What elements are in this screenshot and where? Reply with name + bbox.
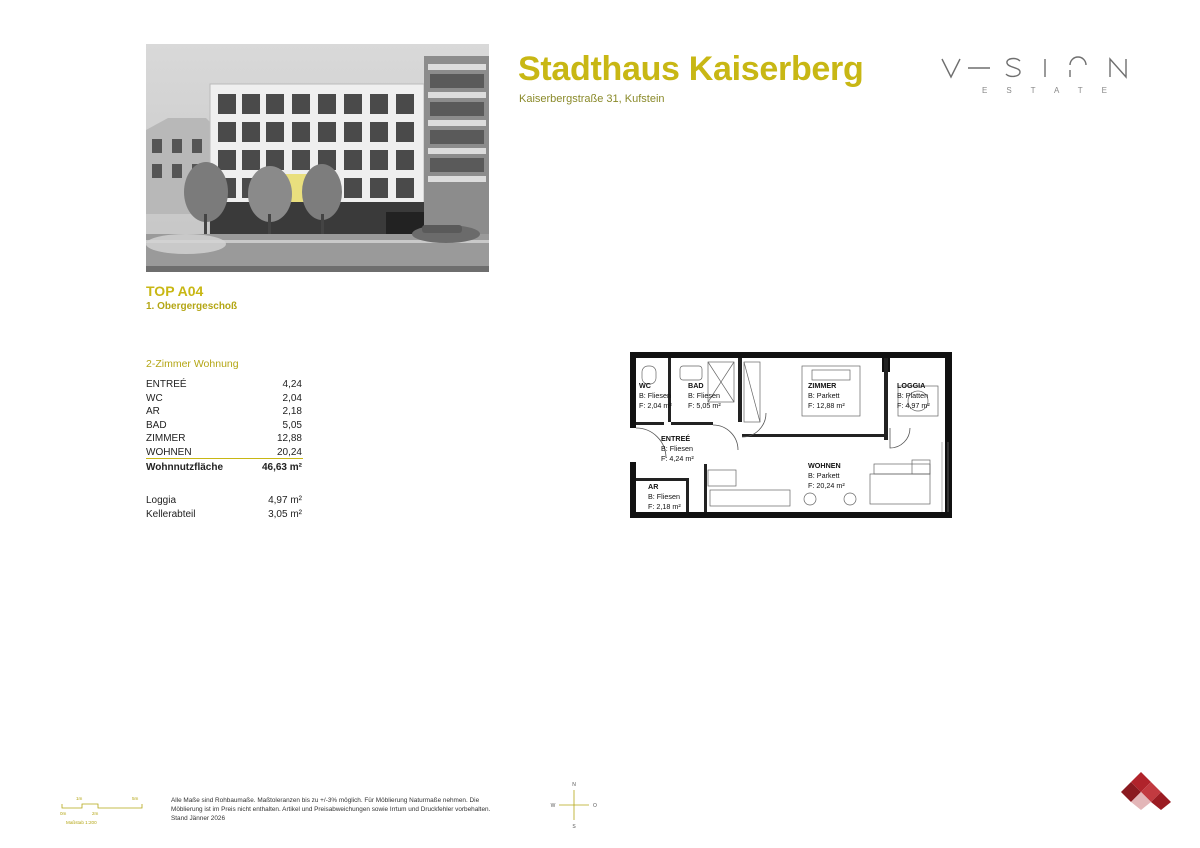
plan-label-ar: AR xyxy=(648,482,659,491)
plan-area-entree: F: 4,24 m² xyxy=(661,454,694,463)
room-name: ENTREÉ xyxy=(146,379,187,390)
plan-area-bad: F: 5,05 m² xyxy=(688,401,721,410)
legal-disclaimer xyxy=(171,796,541,824)
total-area-row xyxy=(146,462,302,473)
room-area: 5,05 xyxy=(282,419,302,431)
apartment-type: 2-Zimmer Wohnung xyxy=(146,358,239,370)
compass-icon xyxy=(549,780,599,830)
scale-label: 1m xyxy=(76,796,83,801)
extra-name: Kellerabteil xyxy=(146,508,196,520)
floor-plan xyxy=(630,352,952,518)
plan-floor-loggia: B: Platten xyxy=(897,391,929,400)
scale-caption: Maßstab 1:200 xyxy=(66,820,97,825)
plan-label-entree: ENTREÉ xyxy=(661,434,691,443)
plan-area-zimmer: F: 12,88 m² xyxy=(808,401,845,410)
scale-label: 5m xyxy=(132,796,139,801)
plan-label-bad: BAD xyxy=(688,381,704,390)
scale-label: 2m xyxy=(92,811,99,816)
plan-floor-bad: B: Fliesen xyxy=(688,391,720,400)
compass-north: N xyxy=(572,782,576,788)
plan-label-wc: WC xyxy=(639,381,651,390)
room-name: ZIMMER xyxy=(146,433,186,444)
plan-label-zimmer: ZIMMER xyxy=(808,381,837,390)
room-area: 20,24 xyxy=(276,446,302,458)
plan-area-loggia: F: 4,97 m² xyxy=(897,401,930,410)
room-area: 4,24 xyxy=(282,379,302,390)
plan-floor-entree: B: Fliesen xyxy=(661,444,693,453)
room-name: BAD xyxy=(146,419,167,431)
extra-area: 4,97 m² xyxy=(268,495,302,506)
total-label: Wohnnutzfläche xyxy=(146,462,224,473)
disclaimer-line: Stand Jänner 2026 xyxy=(171,815,226,823)
room-row xyxy=(146,405,302,419)
disclaimer-line: Alle Maße sind Rohbaumaße. Maßtoleranzen bis zu +/-3% möglich. Für Möblierung Naturmaße nehmen. Die xyxy=(171,797,480,804)
project-address: Kaiserbergstraße 31, Kufstein xyxy=(519,93,665,105)
unit-floor: 1. Obergergeschoß xyxy=(146,301,238,312)
plan-floor-zimmer: B: Parkett xyxy=(808,391,840,400)
project-title: Stadthaus Kaiserberg xyxy=(518,50,864,88)
plan-area-wohnen: F: 20,24 m² xyxy=(808,481,845,490)
vision-estate-logo xyxy=(938,56,1138,100)
room-row xyxy=(146,392,302,406)
room-row xyxy=(146,378,302,392)
plan-area-ar: F: 2,18 m² xyxy=(648,502,681,511)
room-area: 12,88 xyxy=(276,433,302,444)
room-row xyxy=(146,419,302,433)
compass-west: W xyxy=(550,803,556,809)
room-row xyxy=(146,446,302,460)
room-area-list xyxy=(146,378,302,459)
extra-area: 3,05 m² xyxy=(268,508,302,520)
total-divider xyxy=(146,458,303,459)
extra-name: Loggia xyxy=(146,495,177,506)
room-name: WOHNEN xyxy=(146,446,192,458)
building-rendering xyxy=(146,44,489,272)
extra-area-list xyxy=(146,494,302,521)
plan-label-loggia: LOGGIA xyxy=(897,381,926,390)
compass-east: O xyxy=(593,803,597,809)
plan-floor-wc: B: Fliesen xyxy=(639,391,671,400)
plan-label-wohnen: WOHNEN xyxy=(808,461,841,470)
total-value: 46,63 m² xyxy=(261,462,302,473)
room-area: 2,18 xyxy=(282,406,302,417)
compass-south: S xyxy=(572,824,576,830)
plan-area-wc: F: 2,04 m² xyxy=(639,401,672,410)
room-name: AR xyxy=(146,406,160,417)
extra-row xyxy=(146,508,302,522)
room-name: WC xyxy=(146,392,163,404)
logo-subtext: ESTATE xyxy=(982,86,1126,95)
unit-name: TOP A04 xyxy=(146,283,204,299)
scale-label: 0m xyxy=(60,811,67,816)
plan-floor-ar: B: Fliesen xyxy=(648,492,680,501)
extra-row xyxy=(146,494,302,508)
room-row xyxy=(146,432,302,446)
brand-logo-icon xyxy=(1121,772,1171,810)
scale-bar xyxy=(58,788,148,828)
room-area: 2,04 xyxy=(282,392,302,404)
disclaimer-line: Möblierung ist im Preis nicht enthalten. Artikel und Preisabweichungen sowie Irrtum und Druckfehler vorbehalten. xyxy=(171,806,491,814)
plan-floor-wohnen: B: Parkett xyxy=(808,471,840,480)
